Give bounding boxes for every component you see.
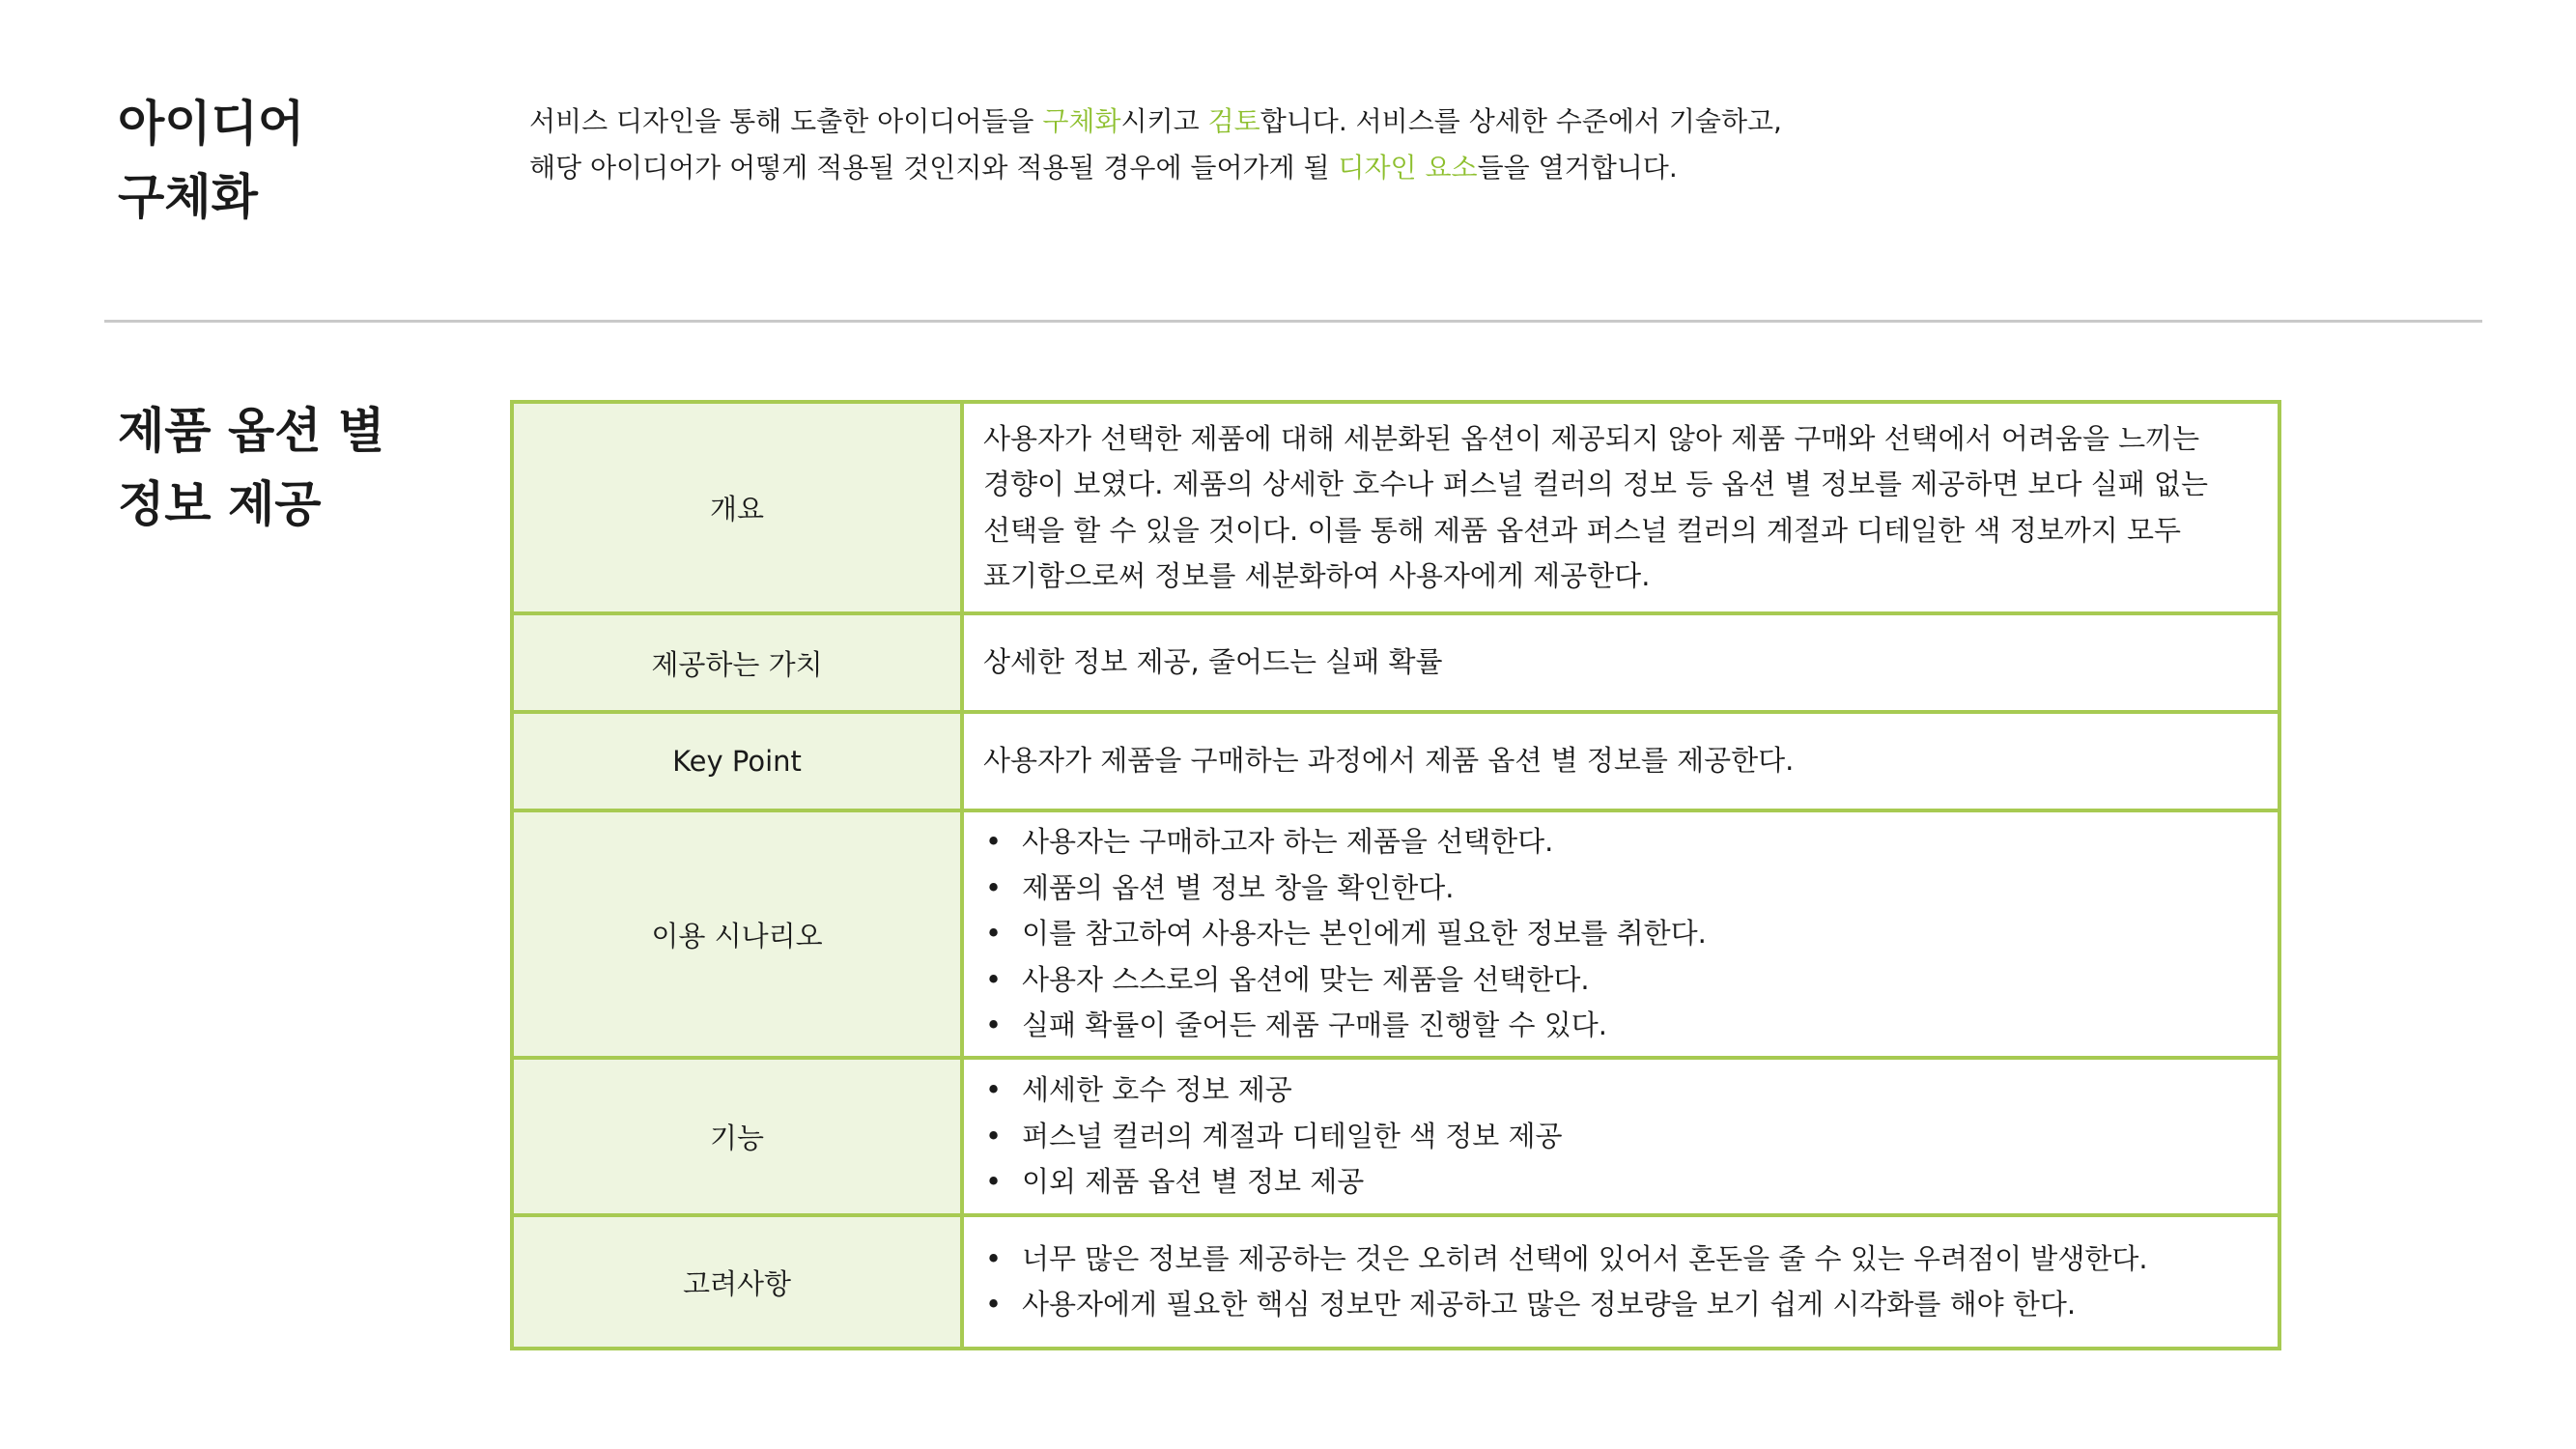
section-divider	[104, 320, 2482, 323]
section-title-idea-concretization	[118, 87, 304, 234]
list-item: • 실패 확률이 줄어든 제품 구매를 진행할 수 있다.	[983, 1003, 2239, 1049]
idea-detail-table	[510, 400, 2281, 1350]
row-value	[962, 810, 2279, 1058]
section-title-line-1: 제품 옵션 별	[118, 403, 385, 459]
table-row-features	[512, 1058, 2279, 1215]
list-item: • 너무 많은 정보를 제공하는 것은 오히려 선택에 있어서 혼돈을 줄 수 있는 우려점이 발생한다.	[983, 1236, 2239, 1283]
intro-text: 시키고	[1120, 105, 1208, 137]
list-item: • 이를 참고하여 사용자는 본인에게 필요한 정보를 취한다.	[983, 911, 2239, 957]
highlight-concretize: 구체화	[1042, 105, 1121, 137]
row-label: 개요	[512, 402, 962, 613]
section-title-product-option-info	[118, 394, 384, 541]
row-value: 상세한 정보 제공, 줄어드는 실패 확률	[962, 613, 2279, 712]
highlight-review: 검토	[1207, 105, 1260, 137]
row-value	[962, 402, 2279, 613]
intro-text: 해당 아이디어가 어떻게 적용될 것인지와 적용될 경우에 들어가게 될	[529, 152, 1339, 184]
list-item: • 이외 제품 옵션 별 정보 제공	[983, 1159, 2239, 1206]
list-item: • 사용자 스스로의 옵션에 맞는 제품을 선택한다.	[983, 957, 2239, 1004]
overview-line: 선택을 할 수 있을 것이다. 이를 통해 제품 옵션과 퍼스널 컬러의 계절과 디테일한 색 정보까지 모두	[983, 513, 2182, 547]
scenario-list	[983, 819, 2239, 1049]
intro-line-1	[529, 99, 1978, 145]
intro-paragraph	[529, 99, 1978, 191]
section-title-line-1: 아이디어	[118, 96, 305, 152]
row-label: Key Point	[512, 712, 962, 810]
overview-line: 사용자가 선택한 제품에 대해 세분화된 옵션이 제공되지 않아 제품 구매와 선택에서 어려움을 느끼는	[983, 421, 2200, 455]
intro-text: 서비스 디자인을 통해 도출한 아이디어들을	[529, 105, 1043, 137]
highlight-design-elements: 디자인 요소	[1338, 152, 1478, 184]
row-value	[962, 1058, 2279, 1215]
row-label: 제공하는 가치	[512, 613, 962, 712]
table-row-considerations	[512, 1215, 2279, 1349]
intro-text: 합니다. 서비스를 상세한 수준에서 기술하고,	[1260, 105, 1782, 137]
list-item: • 세세한 호수 정보 제공	[983, 1067, 2239, 1114]
row-label: 이용 시나리오	[512, 810, 962, 1058]
table-row-keypoint	[512, 712, 2279, 810]
considerations-list	[983, 1236, 2239, 1328]
list-item: • 사용자에게 필요한 핵심 정보만 제공하고 많은 정보량을 보기 쉽게 시각화를 해야 한다.	[983, 1282, 2239, 1328]
row-label: 고려사항	[512, 1215, 962, 1349]
section-title-line-2: 구체화	[118, 169, 258, 225]
intro-line-2	[529, 145, 1978, 191]
overview-line: 표기함으로써 정보를 세분화하여 사용자에게 제공한다.	[983, 559, 1651, 592]
list-item: • 퍼스널 컬러의 계절과 디테일한 색 정보 제공	[983, 1114, 2239, 1160]
list-item: • 제품의 옵션 별 정보 창을 확인한다.	[983, 866, 2239, 912]
row-value	[962, 1215, 2279, 1349]
table-row-overview	[512, 402, 2279, 613]
section-title-line-2: 정보 제공	[118, 476, 322, 532]
table-row-value	[512, 613, 2279, 712]
overview-line: 경향이 보였다. 제품의 상세한 호수나 퍼스널 컬러의 정보 등 옵션 별 정보를 제공하면 보다 실패 없는	[983, 468, 2209, 500]
list-item: • 사용자는 구매하고자 하는 제품을 선택한다.	[983, 819, 2239, 866]
features-list	[983, 1067, 2239, 1206]
row-value: 사용자가 제품을 구매하는 과정에서 제품 옵션 별 정보를 제공한다.	[962, 712, 2279, 810]
row-label: 기능	[512, 1058, 962, 1215]
table-row-scenario	[512, 810, 2279, 1058]
intro-text: 들을 열거합니다.	[1477, 152, 1678, 184]
